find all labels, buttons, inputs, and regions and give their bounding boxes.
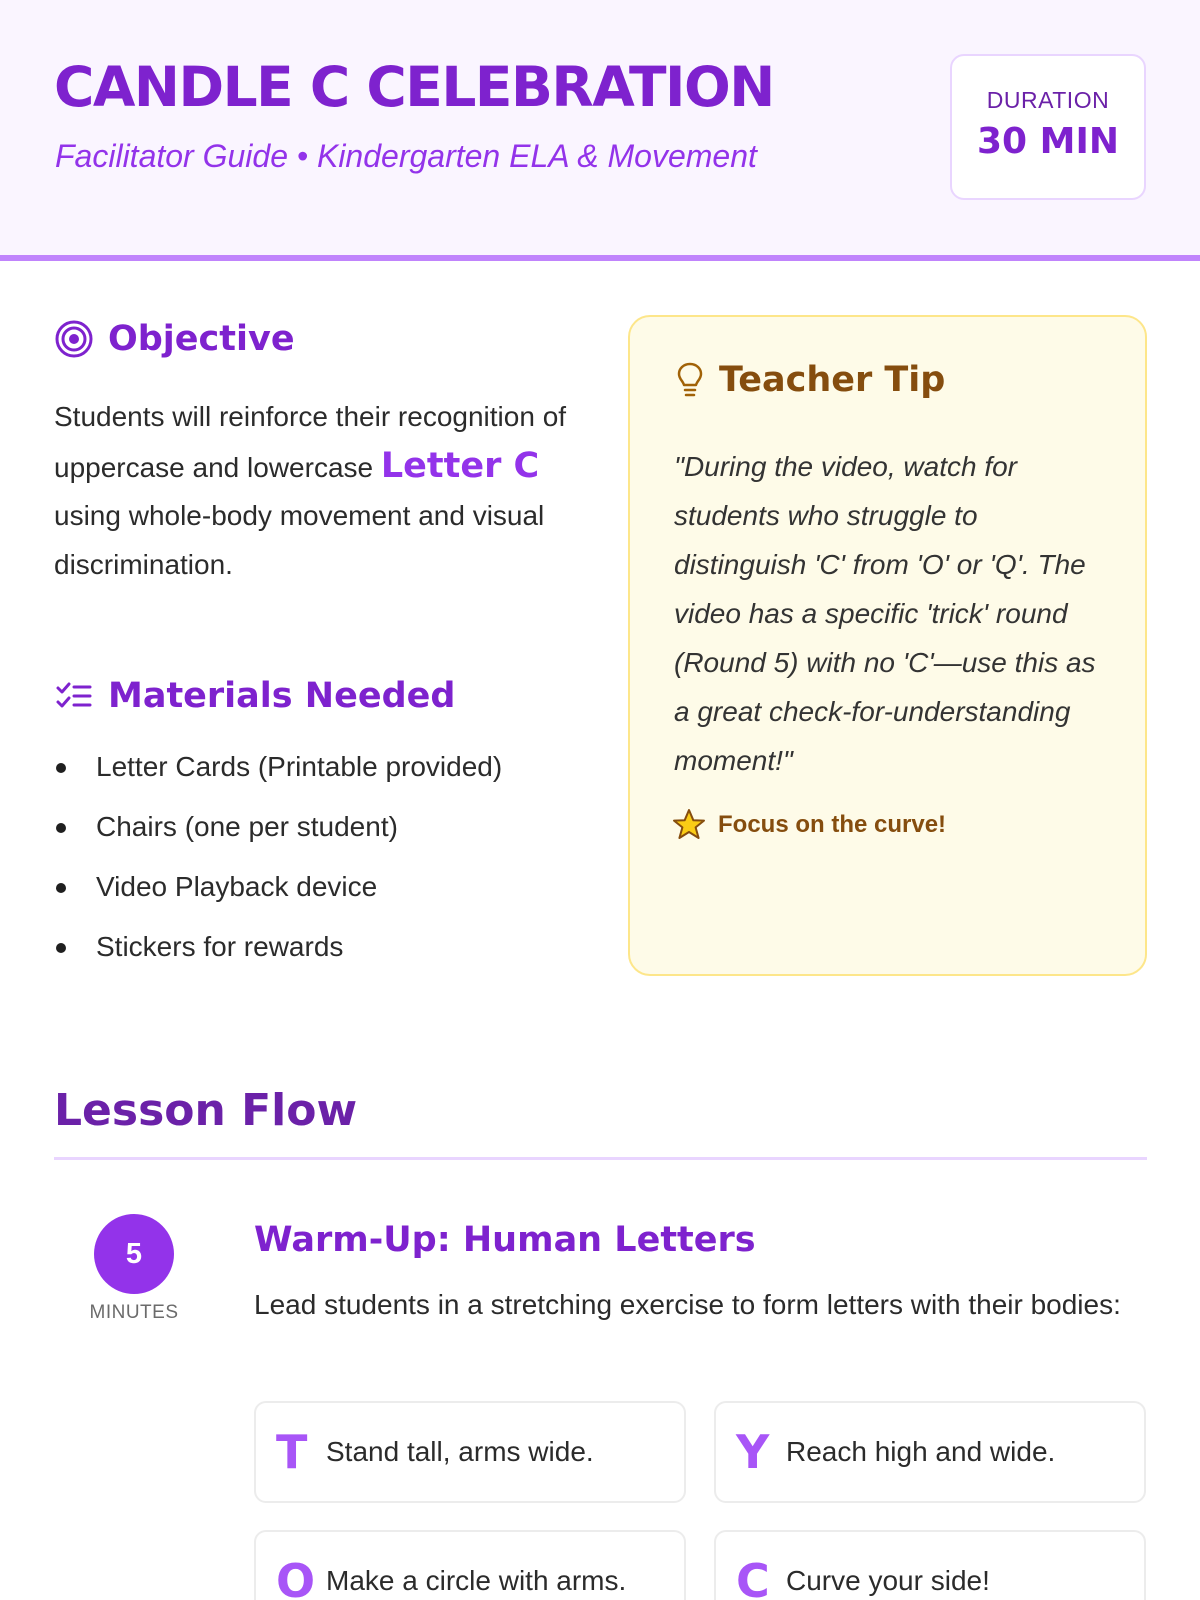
- teacher-tip-quote: "During the video, watch for students who struggle to distinguish 'C' from 'O' or 'Q'. The video has a specific 'trick' round (Round 5) with no 'C'—use this as a great check-for-understanding moment!": [674, 451, 1096, 776]
- materials-heading-text: Materials Needed: [108, 676, 456, 716]
- move-letter: O: [276, 1554, 316, 1600]
- objective-highlight: Letter C: [380, 445, 540, 486]
- list-item-text: Stickers for rewards: [96, 931, 344, 962]
- objective-text-start: Students will reinforce their recognition of uppercase and lowercase: [54, 401, 567, 483]
- step-minutes-badge: 5: [94, 1214, 174, 1294]
- list-item-text: Chairs (one per student): [96, 811, 398, 842]
- move-letter: Y: [736, 1425, 770, 1479]
- list-item-text: Letter Cards (Printable provided): [96, 751, 503, 782]
- step-minutes-unit: MINUTES: [89, 1302, 179, 1323]
- bullet-icon: [56, 763, 66, 773]
- teacher-tip-heading-text: Teacher Tip: [719, 360, 946, 400]
- objective-text-end: using whole-body movement and visual discrimination.: [54, 500, 545, 580]
- teacher-tip-heading: [675, 359, 945, 401]
- duration-label: DURATION: [986, 87, 1110, 113]
- move-text: Reach high and wide.: [786, 1436, 1056, 1467]
- list-item: [54, 750, 574, 810]
- move-card: [714, 1530, 1146, 1600]
- lightbulb-icon: [675, 360, 705, 400]
- page-header: [0, 0, 1200, 261]
- list-item: [54, 870, 574, 930]
- target-icon: [54, 319, 94, 359]
- bullet-icon: [56, 943, 66, 953]
- objective-heading-text: Objective: [108, 319, 295, 359]
- move-text: Curve your side!: [786, 1565, 990, 1596]
- focus-note-text: Focus on the curve!: [718, 811, 947, 838]
- duration-value: 30 MIN: [977, 121, 1119, 162]
- page-title: CANDLE C CELEBRATION: [54, 55, 774, 119]
- move-letter: C: [736, 1554, 770, 1600]
- duration-badge: [950, 54, 1146, 200]
- move-card: [714, 1401, 1146, 1503]
- step-description: Lead students in a stretching exercise to form letters with their bodies:: [254, 1289, 1121, 1320]
- objective-heading: [54, 318, 295, 360]
- checklist-icon: [54, 676, 94, 716]
- divider: [54, 1157, 1147, 1160]
- bullet-icon: [56, 883, 66, 893]
- move-text: Make a circle with arms.: [326, 1565, 627, 1596]
- list-item: [54, 810, 574, 870]
- lesson-flow-heading: Lesson Flow: [54, 1085, 358, 1136]
- teacher-tip-card: [628, 315, 1147, 976]
- step-title: Warm-Up: Human Letters: [254, 1220, 756, 1260]
- objective-text: [54, 393, 574, 589]
- materials-heading: [54, 675, 455, 717]
- move-card: [254, 1530, 686, 1600]
- focus-note: [672, 808, 946, 842]
- page-subtitle: Facilitator Guide • Kindergarten ELA & Movement: [55, 138, 757, 174]
- bullet-icon: [56, 823, 66, 833]
- materials-list: [54, 750, 574, 990]
- list-item-text: Video Playback device: [96, 871, 378, 902]
- star-icon: [672, 808, 706, 842]
- move-card: [254, 1401, 686, 1503]
- move-letter: T: [276, 1425, 308, 1479]
- list-item: [54, 930, 574, 990]
- move-text: Stand tall, arms wide.: [326, 1436, 594, 1467]
